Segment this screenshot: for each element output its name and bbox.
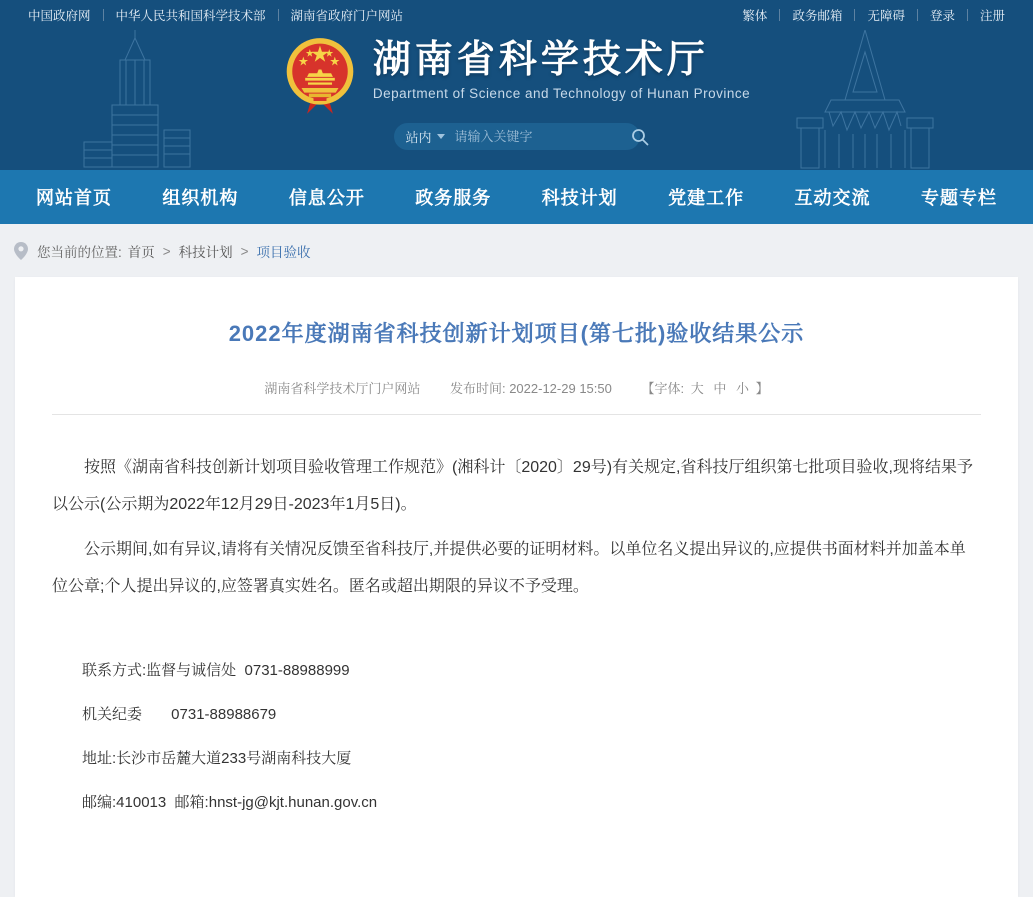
breadcrumb-separator: > [162,243,171,259]
publish-time-label: 发布时间: [449,381,506,396]
location-pin-icon [14,242,28,260]
breadcrumb-separator: > [240,243,249,259]
breadcrumb [0,224,1033,277]
divider [917,9,918,21]
font-size-small-button[interactable]: 小 [736,381,750,396]
article-body [52,449,981,813]
search-input[interactable] [455,129,631,144]
link-gov-mailbox[interactable]: 政务邮箱 [792,9,843,23]
top-utility-bar [0,0,1033,30]
nav-item-organization[interactable]: 组织机构 [162,188,239,208]
contact-line-supervision: 联系方式:监督与诚信处 0731-88988999 [82,662,350,679]
search-icon[interactable] [631,128,649,146]
link-register[interactable]: 注册 [979,9,1005,23]
topbar-left-links [28,6,403,24]
divider [103,9,104,21]
masthead [0,30,1033,170]
font-size-prefix: 【字体: [641,381,685,396]
chevron-down-icon [437,134,445,139]
main-navigation [0,170,1033,224]
article-paragraph: 按照《湖南省科技创新计划项目验收管理工作规范》(湘科计〔2020〕29号)有关规定,省科技厅组织第七批项目验收,现将结果予以公示(公示期为2022年12月29日-2023年1月5日)。 [52,459,973,513]
font-size-widget [641,381,768,396]
link-hunan-gov[interactable]: 湖南省政府门户网站 [290,9,404,23]
contact-line-postcode-email: 邮编:410013 邮箱:hnst-jg@kjt.hunan.gov.cn [82,794,378,811]
topbar-right-links [742,6,1005,24]
link-most[interactable]: 中华人民共和国科学技术部 [115,9,266,23]
link-china-gov[interactable]: 中国政府网 [28,9,91,23]
search-scope-dropdown[interactable] [406,127,445,146]
nav-item-party-building[interactable]: 党建工作 [668,188,745,208]
nav-item-home[interactable]: 网站首页 [36,188,112,208]
nav-item-info-disclosure[interactable]: 信息公开 [288,188,365,208]
site-header [0,0,1033,170]
link-traditional-chinese[interactable]: 繁体 [742,9,768,23]
brand-text [373,36,750,101]
article-meta [52,378,981,397]
divider [967,9,968,21]
font-size-large-button[interactable]: 大 [690,381,704,396]
divider [854,9,855,21]
site-search [394,123,640,150]
nav-item-interaction[interactable]: 互动交流 [794,188,871,208]
font-size-medium-button[interactable]: 中 [713,381,727,396]
article-paragraph: 公示期间,如有异议,请将有关情况反馈至省科技厅,并提供必要的证明材料。以单位名义提出异议的,应提供书面材料并加盖本单位公章;个人提出异议的,应签署真实姓名。匿名或超出期限的异议不予受理。 [52,541,966,595]
article-source: 湖南省科学技术厅门户网站 [264,381,421,396]
breadcrumb-current-page[interactable]: 项目验收 [256,245,311,260]
search-scope-label: 站内 [405,130,432,145]
link-login[interactable]: 登录 [929,9,955,23]
publish-time-value: 2022-12-29 15:50 [509,381,612,396]
breadcrumb-home[interactable]: 首页 [127,245,155,260]
meta-divider [52,414,981,415]
contact-info-block [52,661,981,813]
breadcrumb-sci-tech-plans[interactable]: 科技计划 [178,245,233,260]
contact-line-address: 地址:长沙市岳麓大道233号湖南科技大厦 [82,750,352,767]
link-accessibility[interactable]: 无障碍 [867,9,905,23]
site-title: 湖南省科学技术厅 [372,39,709,81]
article-card [15,277,1018,897]
nav-item-gov-services[interactable]: 政务服务 [415,188,492,208]
font-size-suffix: 】 [755,381,769,396]
article-title: 2022年度湖南省科技创新计划项目(第七批)验收结果公示 [228,321,805,346]
breadcrumb-label: 您当前的位置: [37,245,122,260]
divider [278,9,279,21]
brand [0,30,1033,116]
site-subtitle: Department of Science and Technology of Hunan Province [372,86,751,101]
national-emblem-logo [283,36,357,116]
search-row [0,123,1033,150]
divider [779,9,780,21]
contact-line-discipline: 机关纪委 0731-88988679 [82,706,277,723]
nav-item-sci-tech-plans[interactable]: 科技计划 [541,188,618,208]
nav-item-special-topics[interactable]: 专题专栏 [920,188,997,208]
